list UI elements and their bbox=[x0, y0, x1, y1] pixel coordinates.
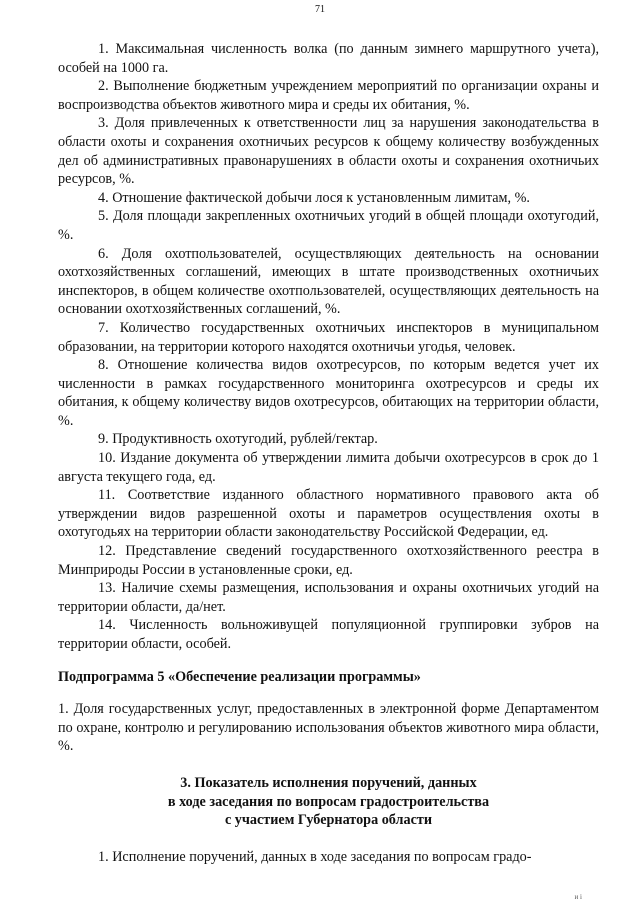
list-item: 11. Соответствие изданного областного нормативного правового акта об утверждении видов разрешенной охоты и параметров осуществления охоты в охотугодьях на территории области законодательству Российской Федерации, ед. bbox=[58, 487, 599, 541]
section-heading bbox=[58, 774, 599, 830]
list-item: 7. Количество государственных охотничьих инспекторов в муниципальном образовании, на территории которого находятся охотничьи угодья, человек. bbox=[58, 319, 599, 355]
list-item: 1. Максимальная численность волка (по данным зимнего маршрутного учета), особей на 1000 га. bbox=[58, 41, 599, 76]
section-heading-line: 3. Показатель исполнения поручений, данных bbox=[180, 774, 477, 791]
list-item: 3. Доля привлеченных к ответственности лиц за нарушения законодательства в области охоты и сохранения охотничьих ресурсов к общему количеству возбужденных дел об административных правонарушениях в области охоты и сохранения охотничьих ресурсов, %. bbox=[58, 115, 599, 188]
list-item: 4. Отношение фактической добычи лося к установленным лимитам, %. bbox=[98, 189, 530, 206]
page-number: 71 bbox=[315, 4, 325, 15]
list-item: 2. Выполнение бюджетным учреждением мероприятий по организации охраны и воспроизводства объектов животного мира и среды их обитания, %. bbox=[58, 78, 599, 113]
list-item: 5. Доля площади закрепленных охотничьих угодий в общей площади охотугодий, %. bbox=[58, 208, 599, 243]
section-heading-line: с участием Губернатора области bbox=[224, 812, 433, 829]
list-item: 10. Издание документа об утверждении лимита добычи охотресурсов в срок до 1 августа текущего года, ед. bbox=[58, 450, 599, 485]
list-item: 13. Наличие схемы размещения, использования и охраны охотничьих угодий на территории области, да/нет. bbox=[58, 580, 599, 615]
list-item: 6. Доля охотпользователей, осуществляющих деятельность на основании охотхозяйственных соглашений, имеющих в штате производственных охотничьих инспекторов, в общем количестве охотпользователей, осуществляющих деятельность на основании охотхозяйственных соглашений, %. bbox=[58, 245, 599, 318]
list-item: 9. Продуктивность охотугодий, рублей/гектар. bbox=[98, 431, 378, 448]
list-item: 12. Представление сведений государственного охотхозяйственного реестра в Минприроды России в установленные сроки, ед. bbox=[58, 543, 599, 578]
subprogram-item: 1. Доля государственных услуг, предоставленных в электронной форме Департаментом по охране, контролю и регулированию использования объектов животного мира области, %. bbox=[58, 701, 599, 755]
footer-mark: и і bbox=[574, 893, 582, 901]
list-item: 8. Отношение количества видов охотресурсов, по которым ведется учет их численности в рамках государственного мониторинга охотресурсов и среды их обитания, к общему количеству видов охотресурсов, обитающих на территории области, %. bbox=[58, 357, 599, 429]
document-body bbox=[58, 40, 599, 866]
list-item: 14. Численность вольноживущей популяционной группировки зубров на территории области, особей. bbox=[58, 617, 599, 652]
section-heading-line: в ходе заседания по вопросам градостроительства bbox=[167, 793, 490, 810]
subprogram-heading: Подпрограмма 5 «Обеспечение реализации программы» bbox=[58, 668, 421, 685]
section-item: 1. Исполнение поручений, данных в ходе заседания по вопросам градо- bbox=[98, 848, 532, 865]
